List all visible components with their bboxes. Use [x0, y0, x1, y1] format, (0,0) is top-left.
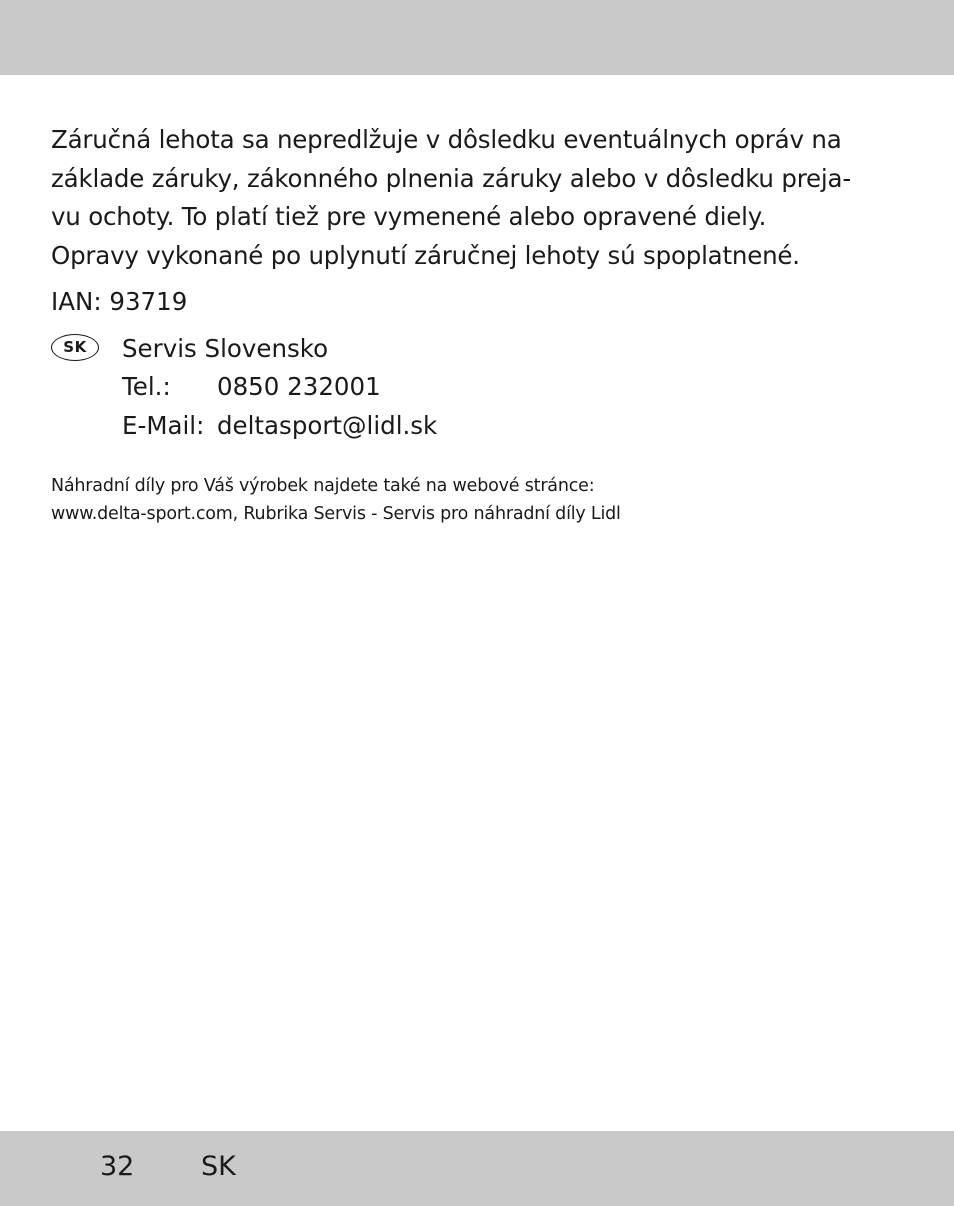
- service-name: Servis Slovensko: [122, 333, 329, 363]
- service-contact: [122, 330, 437, 446]
- warranty-paragraph: [51, 121, 911, 275]
- spare-parts-line: www.delta-sport.com, Rubrika Servis - Servis pro náhradní díly Lidl: [51, 503, 621, 524]
- page-number: 32: [100, 1151, 135, 1182]
- warranty-line: základe záruky, zákonného plnenia záruky alebo v dôsledku preja-: [51, 163, 851, 193]
- header-band: [0, 0, 954, 75]
- email-value: deltasport@lidl.sk: [217, 410, 438, 440]
- tel-value: 0850 232001: [217, 372, 381, 401]
- service-email-row: [122, 407, 437, 446]
- tel-label: Tel.:: [122, 372, 171, 401]
- page-footer: [0, 1131, 954, 1206]
- service-tel-row: [122, 368, 437, 407]
- service-name-row: [122, 330, 437, 369]
- page-content: [51, 121, 911, 528]
- country-badge-icon: SK: [51, 334, 99, 361]
- service-block: [51, 332, 911, 448]
- language-code: SK: [201, 1151, 236, 1182]
- warranty-line: Záručná lehota sa nepredlžuje v dôsledku eventuálnych opráv na: [51, 125, 842, 154]
- ian-number: IAN: 93719: [51, 287, 188, 316]
- warranty-line: vu ochoty. To platí tiež pre vymenené alebo opravené diely.: [51, 202, 767, 231]
- spare-parts-note: [51, 472, 911, 528]
- spare-parts-line: Náhradní díly pro Váš výrobek najdete také na webové stránce:: [51, 475, 595, 496]
- warranty-line: Opravy vykonané po uplynutí záručnej lehoty sú spoplatnené.: [51, 240, 800, 270]
- email-label: E-Mail:: [122, 410, 205, 440]
